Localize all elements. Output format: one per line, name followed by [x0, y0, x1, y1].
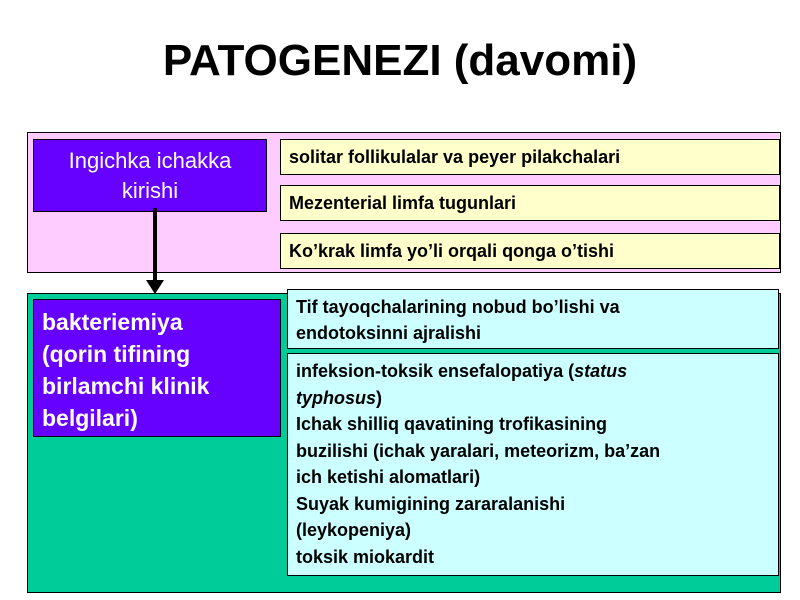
top-item-label: Mezenterial limfa tugunlari: [289, 192, 517, 213]
manifestation-line-4: buzilishi (ichak yaralari, meteorizm, ba’zan: [296, 440, 661, 461]
bacteriemia-line-2: (qorin tifining: [42, 341, 191, 367]
bacteriemia-box: [33, 299, 281, 437]
manifestation-line-6: Suyak kumigining zararalanishi: [296, 493, 566, 514]
manifestation-line-3: Ichak shilliq qavatining trofikasining: [296, 414, 608, 434]
manifestation-line-1: [296, 358, 770, 385]
manifestation-text: ): [376, 387, 383, 408]
endotoxin-line-2: endotoksinni ajralishi: [296, 323, 482, 343]
manifestation-line-5: ich ketishi alomatlari): [296, 467, 481, 487]
entry-line-2: kirishi: [121, 178, 179, 203]
manifestation-italic: status: [574, 361, 628, 381]
bacteriemia-line-1: bakteriemiya: [42, 309, 183, 335]
bacteriemia-line-4: belgilari): [42, 405, 138, 431]
manifestation-line-8: toksik miokardit: [296, 546, 435, 567]
manifestation-text: infeksion-toksik ensefalopatiya (: [296, 361, 575, 381]
top-item-follicles: [280, 139, 780, 175]
top-item-blood: [280, 233, 780, 269]
down-arrow-icon: [140, 208, 170, 298]
top-item-label: solitar follikulalar va peyer pilakchalari: [289, 146, 621, 167]
entry-line-1: Ingichka ichakka: [68, 148, 232, 173]
manifestations-box: [287, 353, 779, 576]
manifestation-line-7: (leykopeniya): [296, 520, 412, 540]
manifestation-italic: typhosus: [296, 387, 377, 408]
manifestation-line-2: [296, 385, 770, 412]
entry-box: [33, 139, 267, 212]
top-item-label: Ko’krak limfa yo’li orqali qonga o’tishi: [289, 240, 615, 261]
top-item-lymph-nodes: [280, 185, 780, 221]
endotoxin-line-1: Tif tayoqchalarining nobud bo’lishi va: [296, 297, 620, 317]
endotoxin-box: [287, 289, 779, 349]
bacteriemia-line-3: birlamchi klinik: [42, 373, 210, 399]
slide-title: PATOGENEZI (davomi): [162, 36, 638, 85]
